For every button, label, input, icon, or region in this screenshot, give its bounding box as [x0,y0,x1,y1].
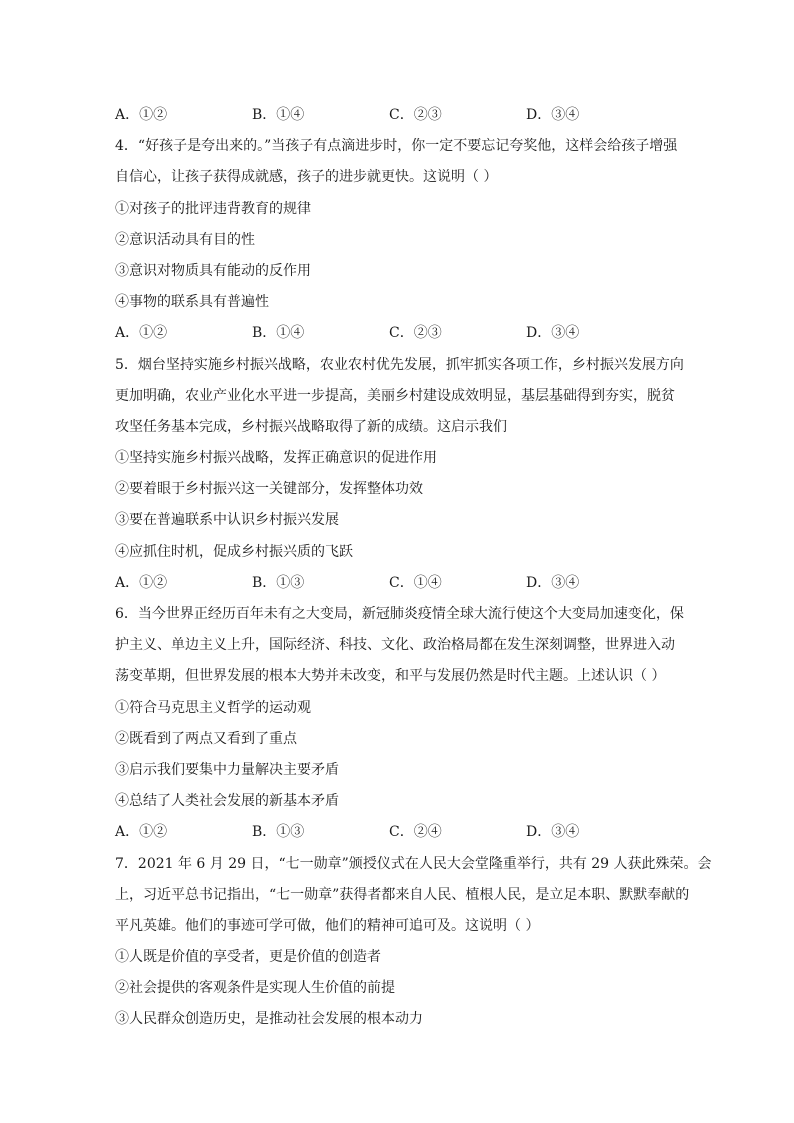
q5-stem-line-1: 5．烟台坚持实施乡村振兴战略，农业农村优先发展，抓牢抓实各项工作，乡村振兴发展方向 [115,356,684,373]
q7-stem-line-1: 7．2021 年 6 月 29 日，“七一勋章”颁授仪式在人民大会堂隆重举行，共有 29 人获此殊荣。会 [115,855,712,872]
q7-item-2: ②社会提供的客观条件是实现人生价值的前提 [115,980,395,997]
q3-option-a: A．①② [115,107,168,123]
q5-item-1: ①坚持实施乡村振兴战略，发挥正确意识的促进作用 [115,450,437,467]
q4-options [115,318,675,349]
q5-option-b: B．①③ [252,574,305,591]
q4-item-1: ①对孩子的批评违背教育的规律 [115,200,311,217]
q6-option-a: A．①② [115,824,168,841]
q5-options [115,568,675,599]
q7-stem-line-2: 上，习近平总书记指出，“七一勋章”获得者都来自人民、植根人民，是立足本职、默默奉献的 [115,886,690,903]
q4-option-c: C．②③ [389,325,442,342]
q6-option-d: D．③④ [526,824,580,841]
q6-stem-line-1: 6．当今世界正经历百年未有之大变局，新冠肺炎疫情全球大流行使这个大变局加速变化，保 [115,606,684,622]
q6-item-4: ④总结了人类社会发展的新基本矛盾 [115,793,339,810]
q4-option-b: B．①④ [252,325,305,342]
q3-option-c: C．②③ [389,107,442,123]
q3-options [115,100,675,131]
q6-item-1: ①符合马克思主义哲学的运动观 [115,699,311,716]
question-list [115,100,712,1036]
q4-stem-line-1: 4．“好孩子是夸出来的。”当孩子有点滴进步时，你一定不要忘记夸奖他，这样会给孩子增强 [115,138,678,155]
q6-item-3: ③启示我们要集中力量解决主要矛盾 [115,761,339,778]
q3-option-d: D．③④ [526,107,580,123]
q5-option-c: C．①④ [389,574,442,591]
q7-item-1: ①人既是价值的享受者，更是价值的创造者 [115,949,381,966]
q6-item-2: ②既看到了两点又看到了重点 [115,730,297,747]
q3-option-b: B．①④ [252,107,305,123]
q6-option-b: B．①③ [252,824,305,841]
q6-options [115,817,675,848]
q6-option-c: C．②④ [389,824,442,841]
q4-option-a: A．①② [115,325,168,342]
q5-stem-line-2: 更加明确，农业产业化水平进一步提高，美丽乡村建设成效明显，基层基础得到夯实，脱贫 [115,387,675,404]
q4-option-d: D．③④ [526,325,580,342]
q4-item-3: ③意识对物质具有能动的反作用 [115,262,311,279]
q5-item-4: ④应抓住时机，促成乡村振兴质的飞跃 [115,543,353,560]
q5-option-d: D．③④ [526,574,580,591]
q4-stem-line-2: 自信心，让孩子获得成就感，孩子的进步就更快。这说明（ ） [115,169,498,186]
q7-stem-line-3: 平凡英雄。他们的事迹可学可做，他们的精神可追可及。这说明（ ） [115,917,540,934]
q4-item-4: ④事物的联系具有普遍性 [115,294,269,311]
q7-item-3: ③人民群众创造历史，是推动社会发展的根本动力 [115,1011,423,1028]
q5-option-a: A．①② [115,574,168,591]
q6-stem-line-2: 护主义、单边主义上升，国际经济、科技、文化、政治格局都在发生深刻调整，世界进入动 [115,637,675,654]
q4-item-2: ②意识活动具有目的性 [115,231,255,248]
q5-item-3: ③要在普遍联系中认识乡村振兴发展 [115,512,339,529]
q5-item-2: ②要着眼于乡村振兴这一关键部分，发挥整体功效 [115,481,423,498]
q6-stem-line-3: 荡变革期，但世界发展的根本大势并未改变，和平与发展仍然是时代主题。上述认识（ ） [115,668,666,685]
q5-stem-line-3: 攻坚任务基本完成，乡村振兴战略取得了新的成绩。这启示我们 [115,418,507,435]
